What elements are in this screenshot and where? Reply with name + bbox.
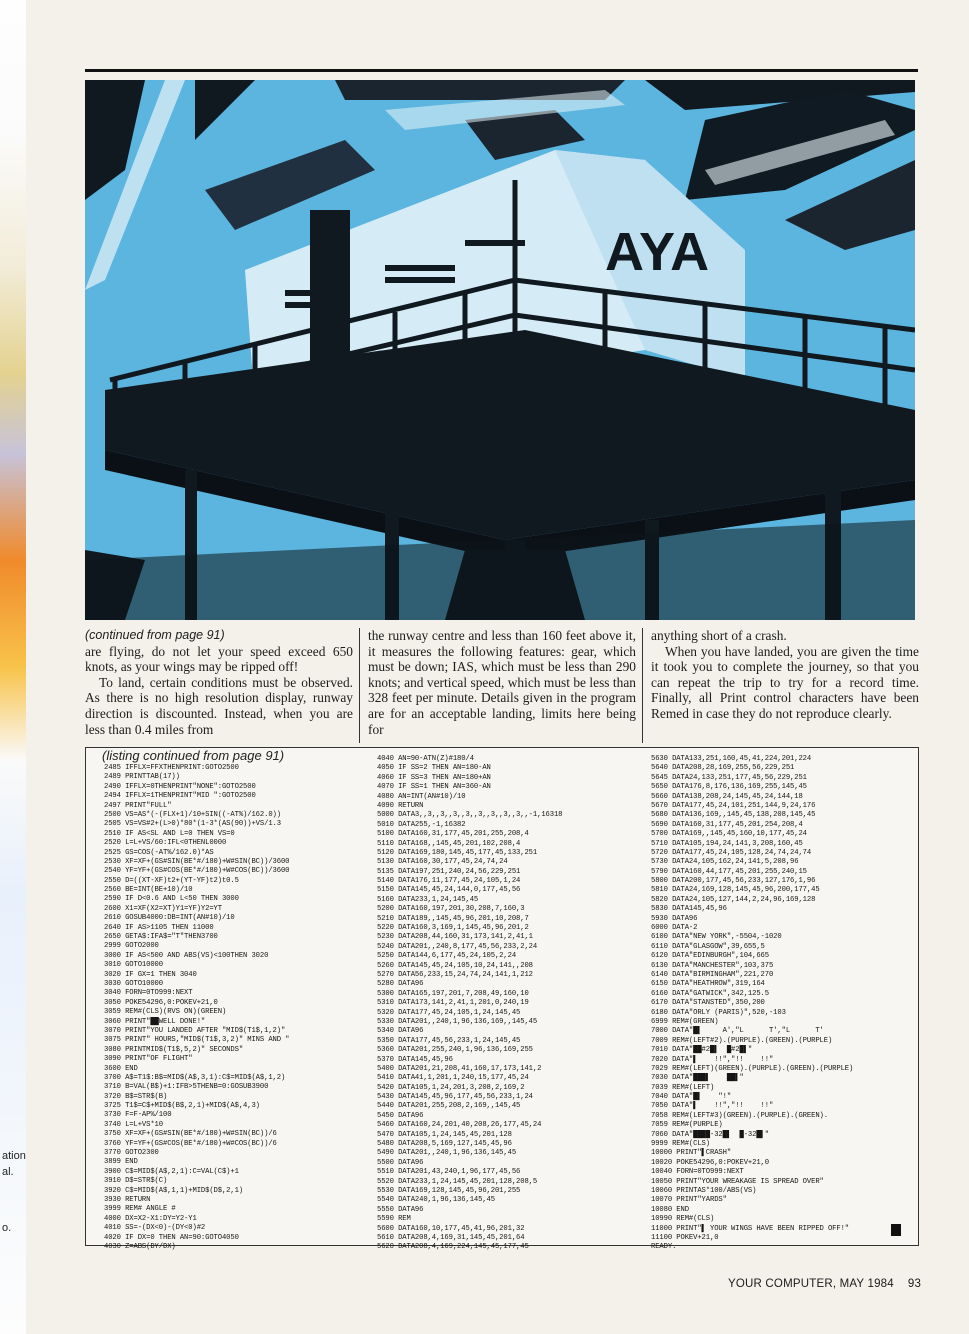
listing-line: 11100 POKEV+21,0 [651, 1233, 719, 1242]
listing-line: 4030 Z=ABS(DY/DX) [104, 1242, 176, 1251]
listing-line: 2489 PRINTTAB(17)) [104, 773, 180, 782]
listing-line: 5430 DATA145,45,96,177,45,56,233,1,24 [377, 1093, 533, 1102]
listing-line: 5260 DATA145,45,24,105,10,24,141,,208 [377, 961, 533, 970]
listing-line: 5370 DATA145,45,96 [377, 1055, 453, 1064]
ready-cursor [891, 1224, 901, 1236]
listing-line: 5340 DATA96 [377, 1027, 424, 1036]
listing-line: 5140 DATA176,11,177,45,24,105,1,24 [377, 877, 521, 886]
listing-line: 4020 IF DX=0 THEN AN=90:GOTO4050 [104, 1233, 239, 1242]
article-paragraph: When you have landed, you are given the time it took you to complete the journey, so that you can repeat the trip to try for a record time. Finally, all Print control characters have been Remed in case they do not reproduce clearly. [651, 643, 919, 721]
continued-note: (continued from page 91) [85, 628, 225, 642]
listing-line: 3999 REM# ANGLE # [104, 1205, 176, 1214]
listing-line: 7039 REM#(LEFT) [651, 1083, 715, 1092]
listing-line: 7040 DATA"█▌ "!" [651, 1093, 732, 1102]
listing-line: 2497 PRINT"FULL" [104, 801, 172, 810]
listing-line: 2485 IFFLX=FFXTHENPRINT:GOTO2500 [104, 764, 239, 772]
listing-line: 7059 REM#(PURPLE) [651, 1121, 723, 1130]
listing-line: 2550 D=((XT-XF)t2+(YT-YF)t2)t0.5 [104, 876, 239, 885]
listing-line: 5480 DATA208,5,169,127,145,45,96 [377, 1140, 512, 1149]
listing-line: 5250 DATA144,6,177,45,24,105,2,24 [377, 952, 517, 961]
listing-line: 5320 DATA177,45,24,105,1,24,145,45 [377, 1008, 521, 1017]
listing-line: 6180 DATA"ORLY (PARIS)",520,-103 [651, 1008, 786, 1017]
listing-line: 5630 DATA133,251,160,45,41,224,201,224 [651, 755, 812, 763]
listing-line: 4080 AN=INT(AN#10)/10 [377, 792, 466, 801]
listing-line: 3910 D$=STR$(C) [104, 1177, 168, 1186]
listing-line: 5350 DATA177,45,56,233,1,24,145,45 [377, 1036, 521, 1045]
listing-line: 3010 GOTO10000 [104, 961, 163, 970]
listing-line: 5210 DATA189,,145,45,96,201,10,208,7 [377, 914, 529, 923]
listing-line: 5330 DATA201,,240,1,96,136,169,,145,45 [377, 1017, 538, 1026]
listing-line: 5660 DATA138,208,24,145,45,24,144,18 [651, 792, 803, 801]
article-column-2 [368, 628, 636, 737]
listing-line: 7000 DATA"█▌ A',"L T',"L T' [651, 1027, 824, 1036]
listing-line: 5220 DATA160,3,169,1,145,45,96,201,2 [377, 924, 529, 933]
listing-line: 5640 DATA208,28,169,255,56,229,251 [651, 764, 795, 773]
listing-line: 3760 YF=YF+(GS#COS(BE*#/180)+W#COS(BC))/6 [104, 1139, 277, 1148]
listing-line: 5670 DATA177,45,24,101,251,144,9,24,176 [651, 801, 816, 810]
listing-line: 3080 PRINTMID$(T1$,5,2)" SECONDS" [104, 1045, 244, 1054]
listing-line: 5620 DATA208,4,169,224,145,45,177,45 [377, 1243, 529, 1252]
listing-line: 5700 DATA169,,145,45,160,10,177,45,24 [651, 830, 807, 839]
listing-line: 4060 IF SS=3 THEN AN=180+AN [377, 773, 491, 782]
listing-line: READY. [651, 1243, 677, 1252]
listing-line: 6100 DATA"NEW YORK",-5504,-1020 [651, 933, 782, 942]
listing-line: 6160 DATA"GATWICK",342,125.5 [651, 989, 769, 998]
listing-line: 7020 DATA"▌ !!","!! !!" [651, 1055, 774, 1064]
listing-line: 6999 REM#(GREEN) [651, 1017, 719, 1026]
listing-line: 5800 DATA200,177,45,56,233,127,176,1,96 [651, 877, 816, 886]
listing-line: 3725 T1$=C$+MID$(B$,2,1)+MID$(A$,4,3) [104, 1102, 260, 1111]
listing-line: 2640 IF AS>1105 THEN 11000 [104, 923, 214, 932]
listing-line: 5500 DATA96 [377, 1158, 424, 1167]
listing-line: 5110 DATA168,,145,45,201,102,208,4 [377, 839, 521, 848]
article-paragraph: the runway centre and less than 160 feet above it, it measures the following features: gear, which must be down; IAS, which must be less than 290 knots; and vertical speed, which must be less than 328 feet per minute. Details given in the program are for an acceptable landing, limits here being for [368, 628, 636, 737]
listing-line: 5310 DATA173,141,2,41,1,201,0,240,19 [377, 999, 529, 1008]
listing-line: 5400 DATA201,21,208,41,160,17,173,141,2 [377, 1064, 542, 1073]
column-divider [642, 628, 643, 743]
listing-line: 3000 IF AS<500 AND ABS(VS)<100THEN 3020 [104, 951, 269, 960]
listing-line: 5130 DATA160,30,177,45,24,74,24 [377, 858, 508, 867]
listing-line: 2500 VS=AS*(-(FLX+1)/10+SIN((-AT%)/162.0)) [104, 810, 281, 819]
listing-line: 2600 X1=XF(X2=XT)Y1=YF)Y2=YT [104, 904, 222, 913]
listing-line: 5690 DATA160,31,177,45,201,254,208,4 [651, 820, 803, 829]
listing-line: 5100 DATA160,31,177,45,201,255,208,4 [377, 830, 529, 839]
listing-line: 5240 DATA201,,240,8,177,45,56,233,2,24 [377, 942, 538, 951]
listing-line: 5010 DATA255,-1,16382 [377, 820, 466, 829]
listing-line: 5610 DATA208,4,169,31,145,45,201,64 [377, 1233, 525, 1242]
listing-line: 10990 REM#(CLS) [651, 1215, 715, 1224]
header-rule [85, 69, 918, 72]
listing-line: 10060 PRINTAS*100/ABS(VS) [651, 1186, 757, 1195]
listing-line: 3899 END [104, 1158, 138, 1167]
listing-line: 4070 IF SS=1 THEN AN=360-AN [377, 783, 491, 792]
listing-line: 3030 GOTO10000 [104, 979, 163, 988]
listing-line: 3600 END [104, 1064, 138, 1073]
listing-line: 3770 GOTO2300 [104, 1149, 159, 1158]
footer-magazine-issue: YOUR COMPUTER, MAY 1984 [728, 1278, 894, 1290]
listing-line: 5000 DATA3,,3,,3,,3,,3,,3,,3,,3,,3,,-1,16318 [377, 811, 563, 820]
listing-line: 3040 FORN=0TO999:NEXT [104, 989, 193, 998]
listing-line: 7029 REM#(LEFT)(GREEN).(PURPLE).(GREEN).(PURPLE) [651, 1064, 854, 1073]
listing-line: 3070 PRINT"YOU LANDED AFTER "MID$(T1$,1,2)" [104, 1026, 286, 1035]
listing-line: 4090 RETURN [377, 801, 424, 810]
listing-line: 5540 DATA240,1,96,136,145,45 [377, 1196, 495, 1205]
listing-line: 7058 REM#(LEFT#3)(GREEN).(PURPLE).(GREEN). [651, 1111, 828, 1120]
listing-line: 2510 IF AS<SL AND L=0 THEN VS=0 [104, 829, 235, 838]
listing-line: 6170 DATA"STANSTED",350,200 [651, 999, 765, 1008]
listing-line: 3090 PRINT"OF FLIGHT" [104, 1055, 193, 1064]
listing-line: 3750 XF=XF+(GS#SIN(BE*#/180)+W#SIN(BC))/6 [104, 1130, 277, 1139]
listing-line: 5600 DATA160,10,177,45,41,96,201,32 [377, 1224, 525, 1233]
column-divider [359, 628, 360, 743]
listing-line: 5590 REM [377, 1215, 411, 1224]
listing-line: 5270 DATA56,233,15,24,74,24,141,1,212 [377, 970, 533, 979]
page-footer [728, 1278, 921, 1290]
listing-line: 5410 DATA41,1,201,1,240,15,177,45,24 [377, 1074, 529, 1083]
listing-line: 4010 SS=-(DX<0)-(DY<0)#2 [104, 1224, 206, 1233]
listing-line: 5710 DATA105,194,24,141,3,208,160,45 [651, 839, 803, 848]
page-number: 93 [907, 1278, 922, 1290]
listing-line: 4000 DX=X2-X1:DY=Y2-Y1 [104, 1214, 197, 1223]
listing-line: 10050 PRINT"YOUR WREAKAGE IS SPREAD OVER" [651, 1177, 824, 1186]
listing-line: 5645 DATA24,133,251,177,45,56,229,251 [651, 773, 807, 782]
listing-line: 2525 GS=COS(-AT%/162.0)*AS [104, 848, 214, 857]
listing-line: 6000 DATA-2 [651, 924, 698, 933]
listing-line: 5490 DATA201,,240,1,96,136,145,45 [377, 1149, 517, 1158]
listing-line: 5720 DATA177,45,24,105,128,24,74,24,74 [651, 848, 812, 857]
listing-line: 2494 IFFLX=1THENPRINT"MID ":GOTO2500 [104, 792, 256, 801]
listing-line: 10070 PRINT"YARDS" [651, 1196, 727, 1205]
listing-line: 5120 DATA169,180,145,45,177,45,133,251 [377, 848, 538, 857]
article-column-3 [651, 628, 919, 722]
listing-title: (listing continued from page 91) [102, 748, 285, 763]
listing-column-1 [104, 764, 289, 1252]
listing-line: 5300 DATA165,197,201,7,208,49,160,10 [377, 989, 529, 998]
listing-line: 2540 YF=YF+(GS#COS(BE*#/180)+W#COS(BC))/3600 [104, 867, 290, 876]
listing-line: 6120 DATA"EDINBURGH",104,665 [651, 952, 769, 961]
listing-line: 2999 GOTO2000 [104, 942, 159, 951]
listing-column-3 [651, 755, 853, 1253]
listing-line: 6110 DATA"GLASGOW",39,655,5 [651, 942, 765, 951]
listing-line: 5550 DATA96 [377, 1205, 424, 1214]
listing-line: 2490 IFFLX=0THENPRINT"NONE":GOTO2500 [104, 782, 256, 791]
listing-line: 5790 DATA160,44,177,45,201,255,240,15 [651, 867, 807, 876]
listing-line: 5810 DATA24,169,128,145,45,96,200,177,45 [651, 886, 820, 895]
listing-line: 4050 IF SS=2 THEN AN=180-AN [377, 764, 491, 773]
listing-line: 3050 POKE54296,0:POKEV+21,0 [104, 998, 218, 1007]
listing-line: 7060 DATA"████-32█▌ █-32█▌" [651, 1130, 769, 1139]
listing-line: 3900 C$=MID$(A$,2,1):C=VAL(C$)+1 [104, 1167, 239, 1176]
article-column-1 [85, 628, 353, 737]
listing-line: 7030 DATA"███▌ ██▌" [651, 1074, 744, 1083]
listing-line: 2520 L=L+VS/60:IFL<0THENL0000 [104, 839, 227, 848]
listing-line: 3700 A$=T1$:B$=MID$(A$,3,1):C$=MID$(A$,1,2) [104, 1073, 286, 1082]
listing-line: 2560 BE=INT(BE+10)/10 [104, 886, 193, 895]
listing-line: 3020 IF GX=1 THEN 3040 [104, 970, 197, 979]
listing-line: 10020 POKE54296,0:POKEV+21,0 [651, 1158, 769, 1167]
listing-line: 6140 DATA"BIRMINGHAM",221,270 [651, 970, 774, 979]
listing-line: 11000 PRINT"▌ YOUR WINGS HAVE BEEN RIPPED OFF!" [651, 1224, 850, 1233]
listing-line: 5160 DATA233,1,24,145,45 [377, 895, 479, 904]
aircraft-logo-lettering: AYA [605, 222, 710, 282]
listing-line: 5150 DATA145,45,24,144,0,177,45,56 [377, 886, 521, 895]
listing-line: 4040 AN=90-ATN(Z)#180/4 [377, 755, 474, 763]
article-paragraph: are flying, do not let your speed exceed 650 knots, as your wings may be ripped off! [85, 643, 353, 675]
listing-line: 5650 DATA176,8,176,136,169,255,145,45 [651, 783, 807, 792]
listing-line: 2530 XF=XF+(GS#SIN(BE*#/180)+W#SIN(BC))/3600 [104, 857, 290, 866]
margin-fragment: o. [2, 1222, 12, 1234]
listing-line: 5530 DATA169,128,145,45,96,201,255 [377, 1186, 521, 1195]
listing-line: 2650 GETA$:IFA$="T"THEN3700 [104, 933, 218, 942]
listing-line: 3060 PRINT"██WELL DONE!" [104, 1017, 206, 1026]
listing-line: 5930 DATA96 [651, 914, 698, 923]
listing-line: 5360 DATA201,255,240,1,96,136,169,255 [377, 1046, 533, 1055]
margin-fragment: al. [2, 1166, 14, 1178]
listing-line: 5280 DATA96 [377, 980, 424, 989]
listing-line: 3720 B$=STR$(B) [104, 1092, 168, 1101]
listing-line: 5820 DATA24,105,127,144,2,24,96,169,128 [651, 895, 816, 904]
listing-line: 5230 DATA208,44,160,31,173,141,2,41,1 [377, 933, 533, 942]
listing-line: 7050 DATA"▌ !!","!! !!" [651, 1102, 774, 1111]
flight-simulator-photo [85, 80, 915, 620]
listing-line: 5730 DATA24,105,162,24,141,5,208,96 [651, 858, 799, 867]
listing-line: 6130 DATA"MANCHESTER",103,375 [651, 961, 774, 970]
simulator-illustration [85, 80, 915, 620]
listing-line: 7010 DATA"██#2█▌ █#2█▌" [651, 1046, 753, 1055]
listing-line: 10000 PRINT"▌CRASH" [651, 1149, 732, 1158]
listing-line: 5460 DATA160,24,201,40,208,26,177,45,24 [377, 1121, 542, 1130]
listing-line: 5830 DATA145,45,96 [651, 905, 727, 914]
listing-line: 3740 L=L+VS*10 [104, 1120, 163, 1129]
listing-line: 3930 RETURN [104, 1195, 151, 1204]
listing-line: 6150 DATA"HEATHROW",319,164 [651, 980, 765, 989]
listing-line: 5440 DATA201,255,208,2,169,,145,45 [377, 1102, 521, 1111]
listing-line: 5135 DATA197,251,240,24,56,229,251 [377, 867, 521, 876]
listing-line: 5470 DATA105,1,24,145,45,201,128 [377, 1130, 512, 1139]
article-paragraph: anything short of a crash. [651, 628, 787, 643]
listing-line: 2590 IF D<0.6 AND L<50 THEN 3000 [104, 895, 239, 904]
listing-line: 3730 F=F-AP%/100 [104, 1111, 172, 1120]
listing-line: 5510 DATA201,43,240,1,96,177,45,56 [377, 1168, 521, 1177]
margin-fragment: ation [2, 1150, 26, 1162]
listing-line: 3920 C$=MID$(A$,1,1)+MID$(D$,2,1) [104, 1186, 244, 1195]
adjacent-page-edge [0, 0, 26, 1334]
listing-line: 5680 DATA136,169,,145,45,138,208,145,45 [651, 811, 816, 820]
listing-line: 5450 DATA96 [377, 1111, 424, 1120]
listing-line: 5520 DATA233,1,24,145,45,201,128,208,5 [377, 1177, 538, 1186]
listing-line: 3710 B=VAL(B$)+1:IFB>5THENB=0:GOSUB3900 [104, 1083, 269, 1092]
listing-line: 10040 FORN=0TO999:NEXT [651, 1168, 744, 1177]
listing-line: 10080 END [651, 1205, 689, 1214]
listing-line: 2505 VS=VS#2+(L>0)*80*(1-3*(AS(90))+VS/1.3 [104, 820, 281, 829]
listing-line: 2610 GOSUB4000:DB=INT(AN#10)/10 [104, 914, 235, 923]
listing-line: 7009 REM#(LEFT#2).(PURPLE).(GREEN).(PURPLE) [651, 1036, 833, 1045]
listing-line: 3059 REM#(CLS)(RVS ON)(GREEN) [104, 1008, 227, 1017]
listing-line: 3075 PRINT" HOURS,"MID$(T1$,3,2)" MINS AND " [104, 1036, 290, 1045]
listing-column-2 [377, 755, 562, 1253]
listing-line: 5420 DATA105,1,24,201,3,208,2,169,2 [377, 1083, 525, 1092]
article-paragraph: To land, certain conditions must be observed. As there is no high resolution display, runway direction is discounted. Instead, when you are less than 0.4 miles from [85, 674, 353, 737]
listing-line: 9999 REM#(CLS) [651, 1140, 710, 1149]
listing-line: 5200 DATA160,197,201,30,208,7,160,3 [377, 905, 525, 914]
